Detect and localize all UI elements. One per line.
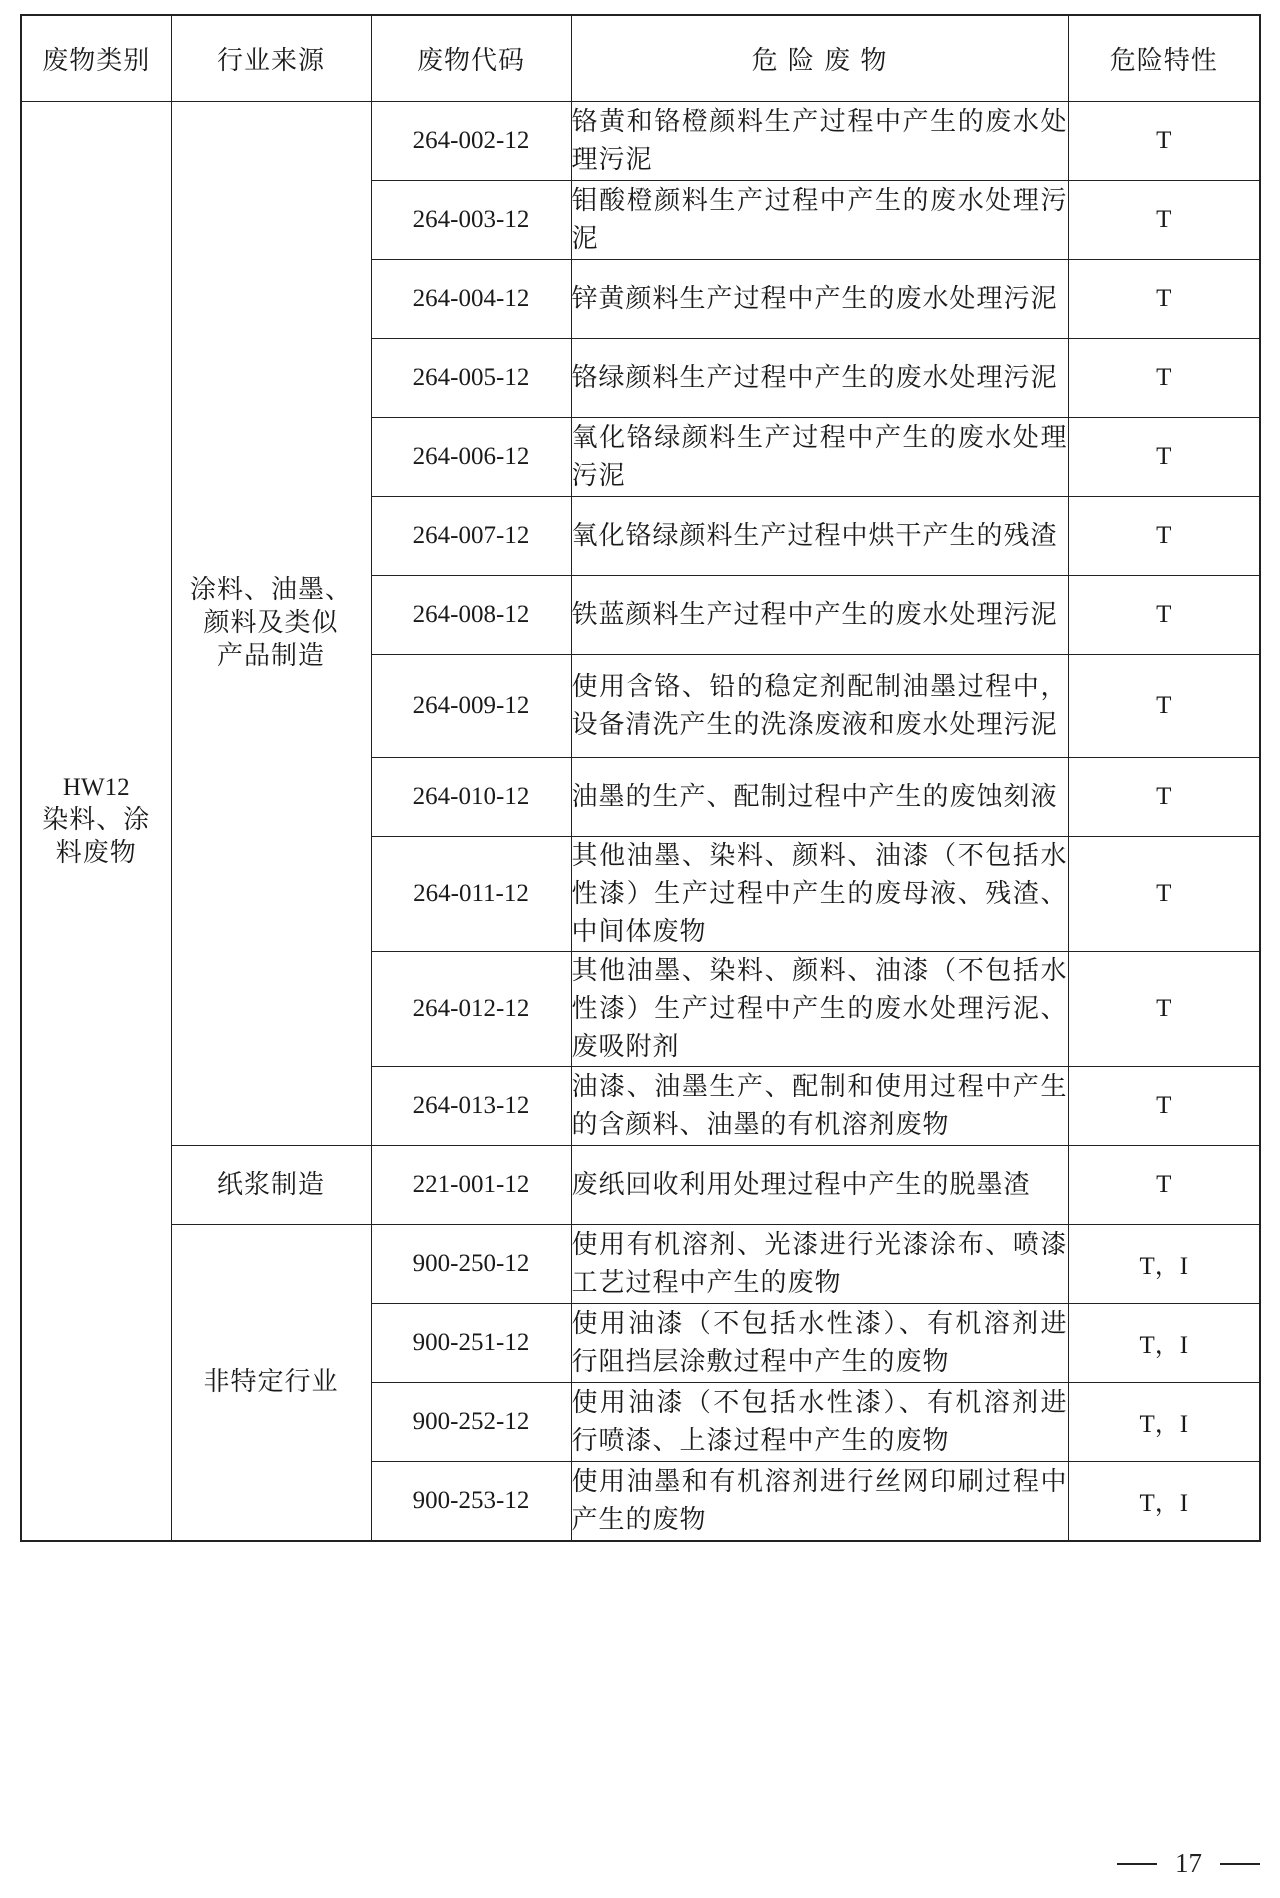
header-hazard-property: 危险特性 <box>1068 15 1260 102</box>
hazard-property: T，I <box>1068 1462 1260 1541</box>
source-cell-nonspecific <box>171 1225 371 1541</box>
waste-description: 其他油墨、染料、颜料、油漆（不包括水性漆）生产过程中产生的废水处理污泥、废吸附剂 <box>571 952 1068 1067</box>
source-cell-coatings <box>171 102 371 1146</box>
waste-description: 铁蓝颜料生产过程中产生的废水处理污泥 <box>571 576 1068 655</box>
header-waste-code: 废物代码 <box>371 15 571 102</box>
category-code: HW12 <box>62 774 130 802</box>
waste-code: 264-002-12 <box>371 102 571 181</box>
hazard-property: T <box>1068 655 1260 758</box>
hazard-property: T，I <box>1068 1304 1260 1383</box>
waste-code: 264-003-12 <box>371 181 571 260</box>
waste-code: 264-007-12 <box>371 497 571 576</box>
table-row <box>21 1146 1260 1225</box>
category-name-line: 染料、涂 <box>42 805 151 836</box>
waste-description: 使用有机溶剂、光漆进行光漆涂布、喷漆工艺过程中产生的废物 <box>571 1225 1068 1304</box>
waste-description: 使用油漆（不包括水性漆）、有机溶剂进行喷漆、上漆过程中产生的废物 <box>571 1383 1068 1462</box>
waste-description: 锌黄颜料生产过程中产生的废水处理污泥 <box>571 260 1068 339</box>
hazard-property: T，I <box>1068 1225 1260 1304</box>
hazard-property: T <box>1068 418 1260 497</box>
waste-description: 油墨的生产、配制过程中产生的废蚀刻液 <box>571 758 1068 837</box>
hazard-property: T <box>1068 1067 1260 1146</box>
waste-description: 氧化铬绿颜料生产过程中烘干产生的残渣 <box>571 497 1068 576</box>
waste-code: 264-004-12 <box>371 260 571 339</box>
source-cell-pulp <box>171 1146 371 1225</box>
source-line: 产品制造 <box>216 641 325 671</box>
hazard-property: T <box>1068 837 1260 952</box>
waste-code: 264-009-12 <box>371 655 571 758</box>
hazard-property: T <box>1068 260 1260 339</box>
hazard-property: T <box>1068 1146 1260 1225</box>
waste-code: 264-008-12 <box>371 576 571 655</box>
source-line: 非特定行业 <box>203 1366 339 1397</box>
source-line: 纸浆制造 <box>216 1169 325 1200</box>
waste-description: 废纸回收利用处理过程中产生的脱墨渣 <box>571 1146 1068 1225</box>
hazard-property: T <box>1068 102 1260 181</box>
waste-code: 264-010-12 <box>371 758 571 837</box>
hazardous-waste-table <box>20 14 1261 1542</box>
waste-description: 铬绿颜料生产过程中产生的废水处理污泥 <box>571 339 1068 418</box>
hazard-property: T <box>1068 339 1260 418</box>
header-hazardous-waste: 危 险 废 物 <box>571 15 1068 102</box>
waste-code: 900-251-12 <box>371 1304 571 1383</box>
hazard-property: T <box>1068 758 1260 837</box>
waste-code: 900-253-12 <box>371 1462 571 1541</box>
hazard-property: T <box>1068 497 1260 576</box>
waste-description: 使用含铬、铅的稳定剂配制油墨过程中，设备清洗产生的洗涤废液和废水处理污泥 <box>571 655 1068 758</box>
page-number-text: 17 <box>1175 1848 1202 1878</box>
category-cell <box>21 102 171 1541</box>
category-name-line: 料废物 <box>55 838 137 869</box>
waste-code: 900-252-12 <box>371 1383 571 1462</box>
header-row <box>21 15 1260 102</box>
hazard-property: T，I <box>1068 1383 1260 1462</box>
table-row <box>21 102 1260 181</box>
waste-code: 900-250-12 <box>371 1225 571 1304</box>
waste-description: 氧化铬绿颜料生产过程中产生的废水处理污泥 <box>571 418 1068 497</box>
waste-code: 264-012-12 <box>371 952 571 1067</box>
waste-code: 264-006-12 <box>371 418 571 497</box>
waste-code: 264-011-12 <box>371 837 571 952</box>
header-waste-category: 废物类别 <box>21 15 171 102</box>
hazard-property: T <box>1068 181 1260 260</box>
waste-description: 油漆、油墨生产、配制和使用过程中产生的含颜料、油墨的有机溶剂废物 <box>571 1067 1068 1146</box>
waste-description: 铬黄和铬橙颜料生产过程中产生的废水处理污泥 <box>571 102 1068 181</box>
source-line: 颜料及类似 <box>203 608 339 638</box>
waste-code: 264-013-12 <box>371 1067 571 1146</box>
hazard-property: T <box>1068 576 1260 655</box>
source-line: 涂料、油墨、 <box>189 575 352 605</box>
waste-description: 使用油墨和有机溶剂进行丝网印刷过程中产生的废物 <box>571 1462 1068 1541</box>
dash-left <box>1117 1863 1157 1865</box>
hazard-property: T <box>1068 952 1260 1067</box>
table-row <box>21 1225 1260 1304</box>
waste-code: 221-001-12 <box>371 1146 571 1225</box>
page-number <box>1117 1848 1260 1879</box>
waste-description: 钼酸橙颜料生产过程中产生的废水处理污泥 <box>571 181 1068 260</box>
waste-code: 264-005-12 <box>371 339 571 418</box>
dash-right <box>1220 1863 1260 1865</box>
header-industry-source: 行业来源 <box>171 15 371 102</box>
waste-description: 使用油漆（不包括水性漆）、有机溶剂进行阻挡层涂敷过程中产生的废物 <box>571 1304 1068 1383</box>
waste-description: 其他油墨、染料、颜料、油漆（不包括水性漆）生产过程中产生的废母液、残渣、中间体废物 <box>571 837 1068 952</box>
